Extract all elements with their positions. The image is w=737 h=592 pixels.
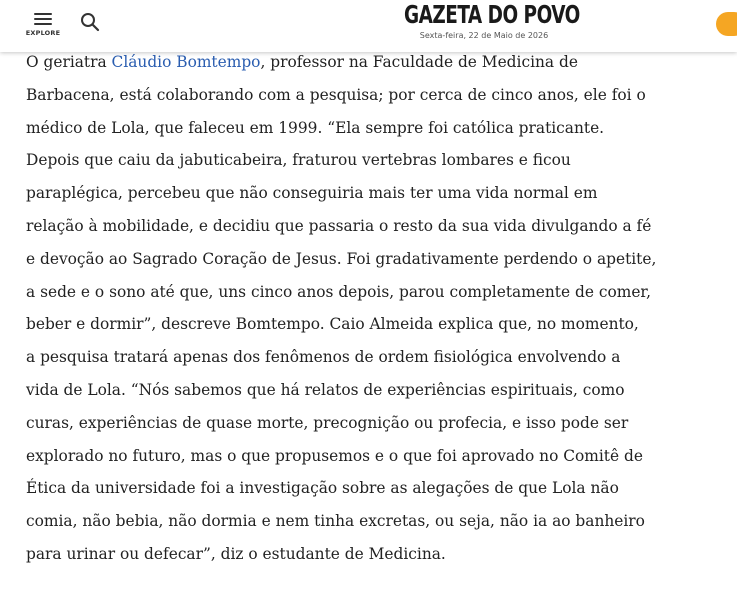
article-line: explorado no futuro, mas o que propusemos e o que foi aprovado no Comitê de (26, 446, 643, 465)
author-link[interactable]: Cláudio Bomtempo (111, 53, 261, 71)
article-line: comia, não bebia, não dormia e nem tinha excretas, ou seja, não ia ao banheiro (26, 512, 645, 531)
article-line: médico de Lola, que faleceu em 1999. “Ela sempre foi católica praticante. (26, 118, 605, 137)
article-line: Barbacena, está colaborando com a pesquisa; por cerca de cinco anos, ele foi o (26, 85, 646, 104)
article-line: a sede e o sono até que, uns cinco anos depois, parou completamente de comer, (26, 282, 651, 301)
text-run: , professor na Faculdade de Medicina de (260, 53, 578, 71)
article-line: relação à mobilidade, e decidiu que passaria o resto da sua vida divulgando a fé (26, 216, 652, 235)
hamburger-icon (34, 13, 52, 15)
hamburger-icon-bar (34, 18, 52, 20)
search-button[interactable] (80, 12, 100, 32)
article-line: a pesquisa tratará apenas dos fenômenos de ordem fisiológica envolvendo a (26, 348, 621, 367)
article-line: vida de Lola. “Nós sabemos que há relatos de experiências espirituais, como (26, 380, 625, 399)
site-header (0, 0, 737, 52)
current-date: Sexta-feira, 22 de Maio de 2026 (419, 31, 549, 40)
article-body (26, 46, 657, 571)
hamburger-icon-bar (34, 23, 52, 25)
menu-button[interactable] (22, 10, 64, 40)
search-icon (80, 12, 100, 32)
menu-label: EXPLORE (25, 29, 61, 37)
site-logo[interactable]: GAZETA DO POVO (404, 0, 580, 29)
article-line: Ética da universidade foi a investigação sobre as alegações de que Lola não (26, 479, 619, 498)
article-line: Depois que caiu da jabuticabeira, fraturou vertebras lombares e ficou (26, 151, 571, 170)
article-line: para urinar ou defecar”, diz o estudante de Medicina. (26, 544, 446, 563)
subscribe-button[interactable] (716, 12, 737, 36)
article-line: curas, experiências de quase morte, precognição ou profecia, e isso pode ser (26, 413, 629, 432)
article-line: beber e dormir”, descreve Bomtempo. Caio Almeida explica que, no momento, (26, 315, 639, 334)
article-line: paraplégica, percebeu que não conseguiria mais ter uma vida normal em (26, 184, 598, 203)
text-run: O geriatra (26, 53, 112, 71)
article-line: e devoção ao Sagrado Coração de Jesus. Foi gradativamente perdendo o apetite, (26, 249, 657, 268)
